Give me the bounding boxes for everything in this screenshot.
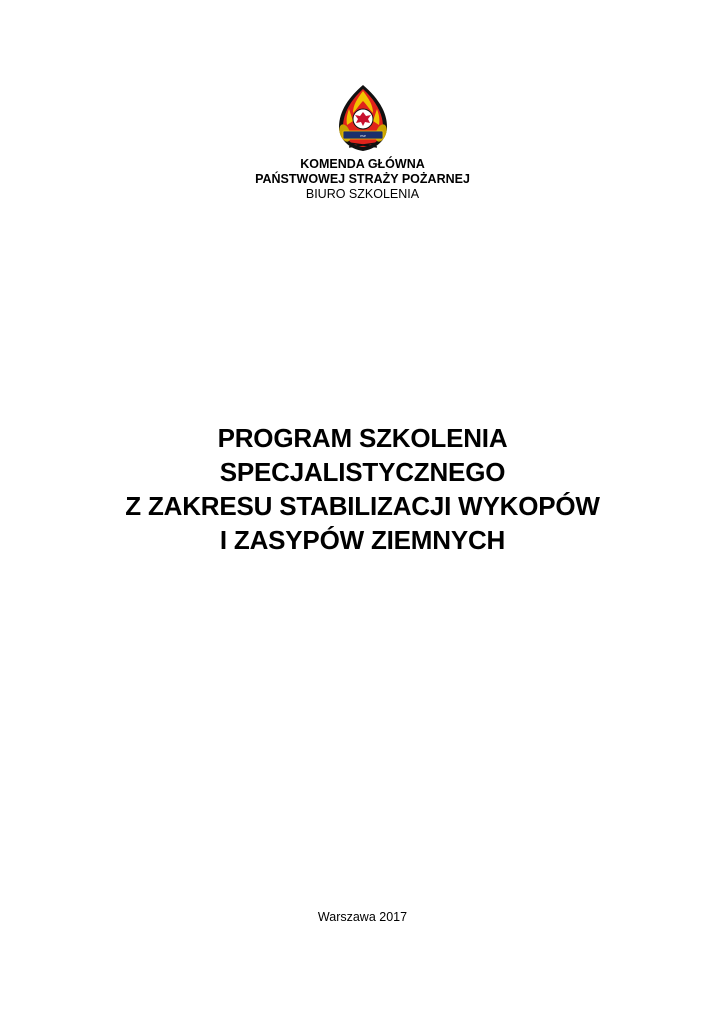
title-line-2: SPECJALISTYCZNEGO [219,457,506,487]
svg-text:PSP: PSP [360,134,366,138]
org-name-line1: KOMENDA GŁÓWNA [300,157,425,171]
document-title [0,421,725,557]
org-name-line2: PAŃSTWOWEJ STRAŻY POŻARNEJ [255,172,470,186]
place-and-year: Warszawa 2017 [317,910,408,924]
title-line-1: PROGRAM SZKOLENIA [217,423,508,453]
title-line-4: I ZASYPÓW ZIEMNYCH [219,525,506,555]
title-line-3: Z ZAKRESU STABILIZACJI WYKOPÓW [125,491,600,521]
psp-emblem-icon [331,83,395,153]
org-department: BIURO SZKOLENIA [305,187,420,201]
